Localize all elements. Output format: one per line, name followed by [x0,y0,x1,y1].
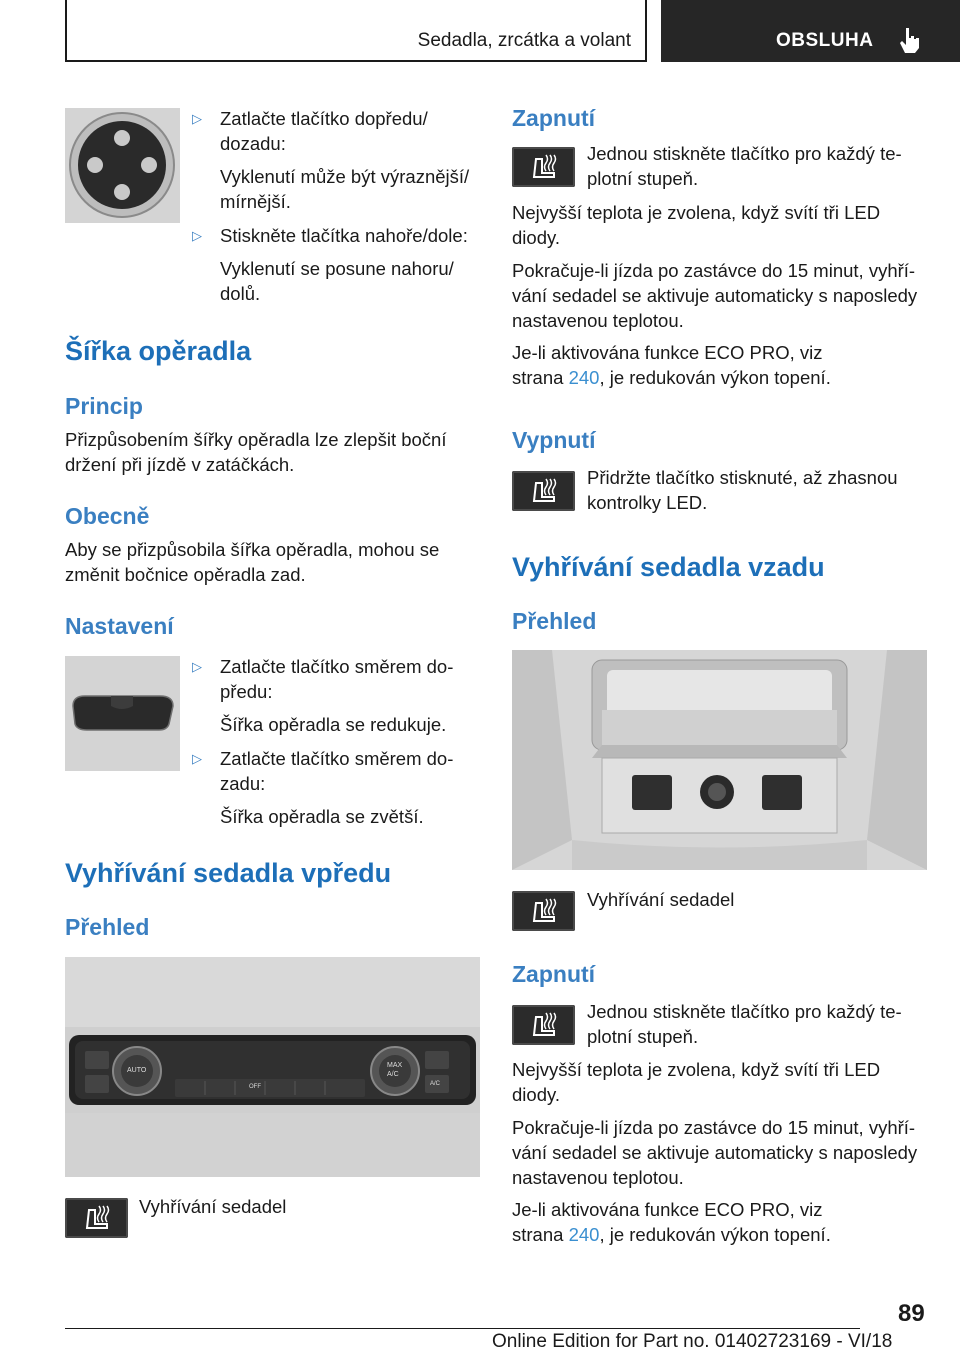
bullet-text: Stiskněte tlačítka nahoře/dole: [220,225,468,246]
width-switch-illustration [65,656,180,771]
list-item [190,106,490,214]
rear-heat-heading: Vyhřívání sedadla vzadu [512,552,825,582]
climate-panel-illustration [65,957,480,1177]
text-line: Přidržte tlačítko stisknuté, až zhasnou [587,467,898,488]
nastaveni-heading: Nastavení [65,613,174,639]
vypnuti-paragraph [587,465,932,515]
text-line: Pokračuje-li jízda po zastávce do 15 minut, vyhří- [512,1117,916,1138]
bullet-text: Zatlačte tlačítko dopředu/ [220,108,428,129]
zapnuti2-heading: Zapnutí [512,961,596,987]
text-line: nastavenou teplotou. [512,310,684,331]
text-line: diody. [512,1084,560,1105]
panel-max-label: MAX [387,1062,403,1069]
zapnuti2-paragraph [587,999,932,1049]
bullet-result: mírnější. [220,191,291,212]
text-line [512,365,932,390]
text-line: Jednou stiskněte tlačítko pro každý te- [587,1001,902,1022]
footer-divider [65,1328,860,1329]
panel-ac2-label: A/C [430,1081,441,1087]
text-line: Je-li aktivována funkce ECO PRO, viz [512,342,823,363]
text-line: plotní stupeň. [587,1026,699,1047]
list-item [190,654,490,737]
lumbar-bullet-list [190,106,490,306]
rear-console-illustration [512,650,927,870]
seat-heating-key[interactable] [512,471,575,511]
seat-heating-icon [512,891,575,931]
seat-heating-key[interactable] [512,147,575,187]
text-line: Nejvyšší teplota je zvolena, když svítí tři LED [512,1059,881,1080]
obecne-paragraph [65,537,485,587]
bullet-result: Vyklenutí může být výraznější/ [220,166,470,187]
text-span: , je redukován výkon topení. [599,1224,831,1245]
bullet-result: Šířka opěradla se zvětší. [220,806,424,827]
bullet-result: Šířka opěradla se redukuje. [220,714,447,735]
zapnuti-heading: Zapnutí [512,105,596,131]
hand-pointer-icon [897,26,921,59]
edition-text: Online Edition for Part no. 01402723169 - VI/18 [492,1331,893,1352]
triangle-bullet-icon: ▷ [192,659,202,674]
text-span: strana [512,1224,569,1245]
front-overview-heading: Přehled [65,914,150,940]
max-temp-paragraph [512,200,932,250]
header-box [65,0,647,62]
continue-paragraph [512,258,932,333]
page-link[interactable]: 240 [568,1224,600,1245]
seat-heating-icon [512,147,575,187]
seat-heating-icon [512,1005,575,1045]
panel-off-label: OFF [249,1084,261,1090]
page-link[interactable]: 240 [568,367,600,388]
text-line: Aby se přizpůsobila šířka opěradla, mohou se [65,539,440,560]
text-line: plotní stupeň. [587,168,699,189]
section-title: Sedadla, zrcátka a volant [417,30,631,51]
bullet-result: dolů. [220,283,261,304]
width-bullet-list [190,654,490,829]
seat-heating-icon [65,1198,128,1238]
seat-heating-icon [512,471,575,511]
panel-auto-label: AUTO [127,1067,147,1074]
princip-heading: Princip [65,393,143,419]
chapter-tab[interactable] [661,0,960,62]
text-span: , je redukován výkon topení. [599,367,831,388]
obecne-heading: Obecně [65,503,150,529]
text-line: Je-li aktivována funkce ECO PRO, viz [512,1199,823,1220]
princip-paragraph [65,427,485,477]
panel-ac-label: A/C [387,1071,399,1078]
vypnuti-heading: Vypnutí [512,427,596,453]
seat-heating-key[interactable] [512,891,575,931]
bullet-result: Vyklenutí se posune nahoru/ [220,258,454,279]
text-line: vání sedadel se aktivuje automaticky s naposledy [512,1142,918,1163]
rear-overview-heading: Přehled [512,608,597,634]
page-number: 89 [898,1300,925,1327]
text-span: strana [512,367,569,388]
continue2-paragraph [512,1115,932,1190]
text-line: nastavenou teplotou. [512,1167,684,1188]
text-line: Přizpůsobením šířky opěradla lze zlepšit boční [65,429,447,450]
triangle-bullet-icon: ▷ [192,228,202,243]
bullet-text: předu: [220,681,273,702]
text-line: Pokračuje-li jízda po zastávce do 15 minut, vyhří- [512,260,916,281]
seat-heating-key[interactable] [512,1005,575,1045]
triangle-bullet-icon: ▷ [192,111,202,126]
text-line: vání sedadel se aktivuje automaticky s naposledy [512,285,918,306]
front-key-caption: Vyhřívání sedadel [139,1196,287,1217]
eco-paragraph [512,340,932,390]
lumbar-switch-illustration [65,108,180,223]
bullet-text: Zatlačte tlačítko směrem do- [220,656,454,677]
list-item [190,223,490,306]
chapter-tab-label: OBSLUHA [776,30,874,51]
text-line: kontrolky LED. [587,492,708,513]
text-line: Nejvyšší teplota je zvolena, když svítí tři LED [512,202,881,223]
triangle-bullet-icon: ▷ [192,751,202,766]
bullet-text: Zatlačte tlačítko směrem do- [220,748,454,769]
bullet-text: dozadu: [220,133,286,154]
seat-heating-key[interactable] [65,1198,128,1238]
text-line: diody. [512,227,560,248]
eco2-paragraph [512,1197,932,1247]
width-heading: Šířka opěradla [65,336,252,366]
text-line: Jednou stiskněte tlačítko pro každý te- [587,143,902,164]
zapnuti-paragraph [587,141,932,191]
max2-temp-paragraph [512,1057,932,1107]
text-line: držení při jízdě v zatáčkách. [65,454,295,475]
bullet-text: zadu: [220,773,266,794]
list-item [190,746,490,829]
rear-key-caption: Vyhřívání sedadel [587,889,735,910]
text-line: změnit bočnice opěradla zad. [65,564,306,585]
front-heat-heading: Vyhřívání sedadla vpředu [65,858,392,888]
text-line [512,1222,932,1247]
